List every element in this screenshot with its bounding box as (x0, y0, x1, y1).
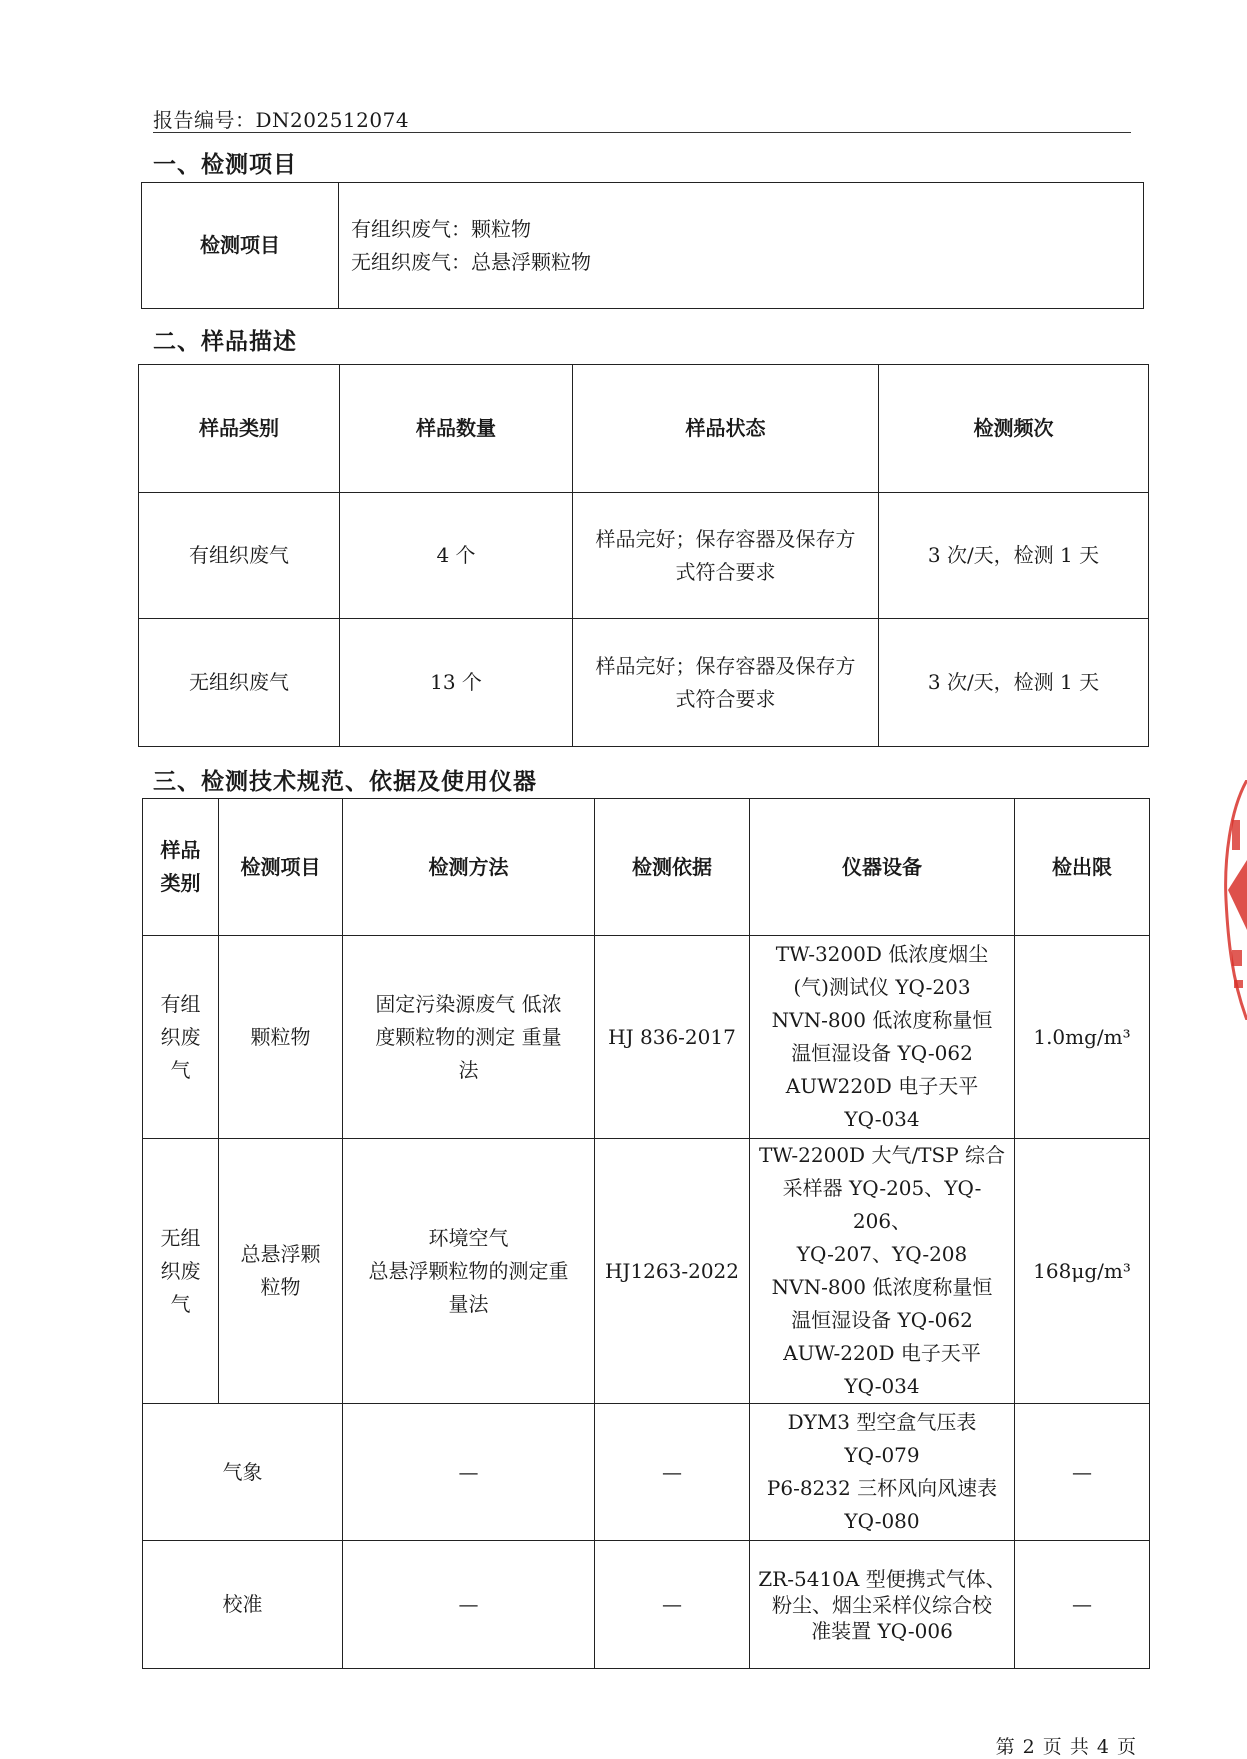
cell-line: 度颗粒物的测定 重量 (375, 1024, 562, 1049)
sample-status-cell (573, 619, 879, 747)
cell-line: 总悬浮颗 (240, 1242, 321, 1266)
cell-line: 量法 (448, 1291, 489, 1316)
table-row (143, 936, 1150, 1139)
equipment-cell (750, 1404, 1015, 1541)
header-sample-category (143, 799, 219, 936)
cell-line: YQ-080 (844, 1509, 920, 1533)
cell-line: 采样器 YQ-205、YQ-206、 (782, 1176, 982, 1233)
cell-line: TW-3200D 低浓度烟尘 (775, 942, 989, 966)
cell-line: YQ-079 (844, 1443, 920, 1467)
cell-line: 粉尘、烟尘采样仪综合校 (772, 1592, 992, 1617)
table-row (143, 1541, 1150, 1669)
status-line: 样品完好；保存容器及保存方 (595, 653, 856, 678)
sample-category-cell (143, 936, 219, 1139)
equipment-cell (750, 1139, 1015, 1404)
detection-method-cell: — (343, 1404, 595, 1541)
detection-item-line: 无组织废气：总悬浮颗粒物 (351, 249, 591, 274)
section-1-title: 一、检测项目 (153, 152, 297, 178)
header-sample-status: 样品状态 (573, 365, 879, 493)
cell-line: NVN-800 低浓度称量恒 (771, 1275, 993, 1299)
cell-line: 温恒湿设备 YQ-062 (791, 1041, 973, 1065)
cell-line: P6-8232 三杯风向风速表 (766, 1476, 998, 1500)
detection-item-line: 有组织废气：颗粒物 (351, 216, 531, 241)
detection-method-cell (343, 936, 595, 1139)
detection-limit-cell: 168μg/m³ (1015, 1139, 1150, 1404)
table-row (143, 1404, 1150, 1541)
detection-items-label: 检测项目 (142, 183, 339, 309)
cell-line: 固定污染源废气 低浓 (375, 991, 562, 1016)
status-line: 式符合要求 (675, 559, 776, 584)
sample-quantity-cell: 13 个 (340, 619, 573, 747)
sample-category-cell: 有组织废气 (139, 493, 340, 619)
detection-items-table (141, 182, 1144, 309)
page-number: 第 2 页 共 4 页 (995, 1736, 1137, 1758)
cell-line: 法 (458, 1057, 479, 1082)
cell-line: 温恒湿设备 YQ-062 (791, 1308, 973, 1332)
detection-basis-cell: HJ1263-2022 (595, 1139, 750, 1404)
cell-line: AUW220D 电子天平 (785, 1074, 979, 1098)
table-row (139, 493, 1149, 619)
sample-category-cell: 无组织废气 (139, 619, 340, 747)
equipment-cell (750, 936, 1015, 1139)
detection-item-cell (219, 1139, 343, 1404)
detection-frequency-cell: 3 次/天，检测 1 天 (879, 619, 1149, 747)
methods-equipment-table (142, 798, 1150, 1669)
header-detection-frequency: 检测频次 (879, 365, 1149, 493)
cell-line: 环境空气 (428, 1225, 509, 1250)
header-sample-category: 样品类别 (139, 365, 340, 493)
cell-line: 气 (170, 1057, 191, 1082)
status-line: 样品完好；保存容器及保存方 (595, 526, 856, 551)
table-row (143, 1139, 1150, 1404)
section-2-title: 二、样品描述 (153, 329, 297, 355)
sample-category-cell (143, 1139, 219, 1404)
cell-line: NVN-800 低浓度称量恒 (771, 1008, 993, 1032)
detection-basis-cell: HJ 836-2017 (595, 936, 750, 1139)
seal-stamp (1222, 780, 1247, 1020)
detection-method-cell (343, 1139, 595, 1404)
cell-line: 粒物 (260, 1275, 301, 1299)
cell-line: AUW-220D 电子天平 (783, 1341, 981, 1365)
detection-method-cell: — (343, 1541, 595, 1669)
table-row (139, 619, 1149, 747)
header-divider (153, 132, 1131, 133)
header-detection-limit: 检出限 (1015, 799, 1150, 936)
detection-item-cell (219, 936, 343, 1139)
detection-limit-cell: — (1015, 1541, 1150, 1669)
sample-description-table (138, 364, 1149, 747)
header-sample-quantity: 样品数量 (340, 365, 573, 493)
sample-category-cell: 校准 (143, 1541, 343, 1669)
cell-line: 织废 (160, 1258, 201, 1283)
report-number: 报告编号：DN202512074 (153, 108, 410, 132)
header-detection-method: 检测方法 (343, 799, 595, 936)
header-equipment: 仪器设备 (750, 799, 1015, 936)
cell-line: 气 (170, 1291, 191, 1316)
sample-quantity-cell: 4 个 (340, 493, 573, 619)
sample-category-cell: 气象 (143, 1404, 343, 1541)
header-line: 样品 (160, 838, 201, 862)
cell-line: DYM3 型空盒气压表 (787, 1410, 977, 1434)
section-3-title: 三、检测技术规范、依据及使用仪器 (153, 769, 537, 795)
cell-line: 无组 (160, 1225, 201, 1250)
cell-line: 织废 (160, 1024, 201, 1049)
cell-line: YQ-034 (844, 1107, 920, 1131)
header-line: 类别 (160, 871, 201, 895)
detection-frequency-cell: 3 次/天，检测 1 天 (879, 493, 1149, 619)
equipment-cell (750, 1541, 1015, 1669)
cell-line: 总悬浮颗粒物的测定重 (368, 1258, 569, 1283)
cell-line: 颗粒物 (250, 1024, 311, 1049)
sample-status-cell (573, 493, 879, 619)
cell-line: ZR-5410A 型便携式气体、 (758, 1566, 1006, 1591)
header-detection-item: 检测项目 (219, 799, 343, 936)
detection-limit-cell: 1.0mg/m³ (1015, 936, 1150, 1139)
detection-items-list (339, 183, 1144, 309)
cell-line: TW-2200D 大气/TSP 综合 (758, 1143, 1006, 1167)
status-line: 式符合要求 (675, 686, 776, 711)
cell-line: (气)测试仪 YQ-203 (793, 975, 971, 999)
detection-basis-cell: — (595, 1404, 750, 1541)
detection-basis-cell: — (595, 1541, 750, 1669)
header-detection-basis: 检测依据 (595, 799, 750, 936)
cell-line: 有组 (160, 991, 201, 1016)
cell-line: 准装置 YQ-006 (811, 1618, 953, 1643)
detection-limit-cell: — (1015, 1404, 1150, 1541)
cell-line: YQ-034 (844, 1374, 920, 1398)
cell-line: YQ-207、YQ-208 (796, 1242, 968, 1266)
